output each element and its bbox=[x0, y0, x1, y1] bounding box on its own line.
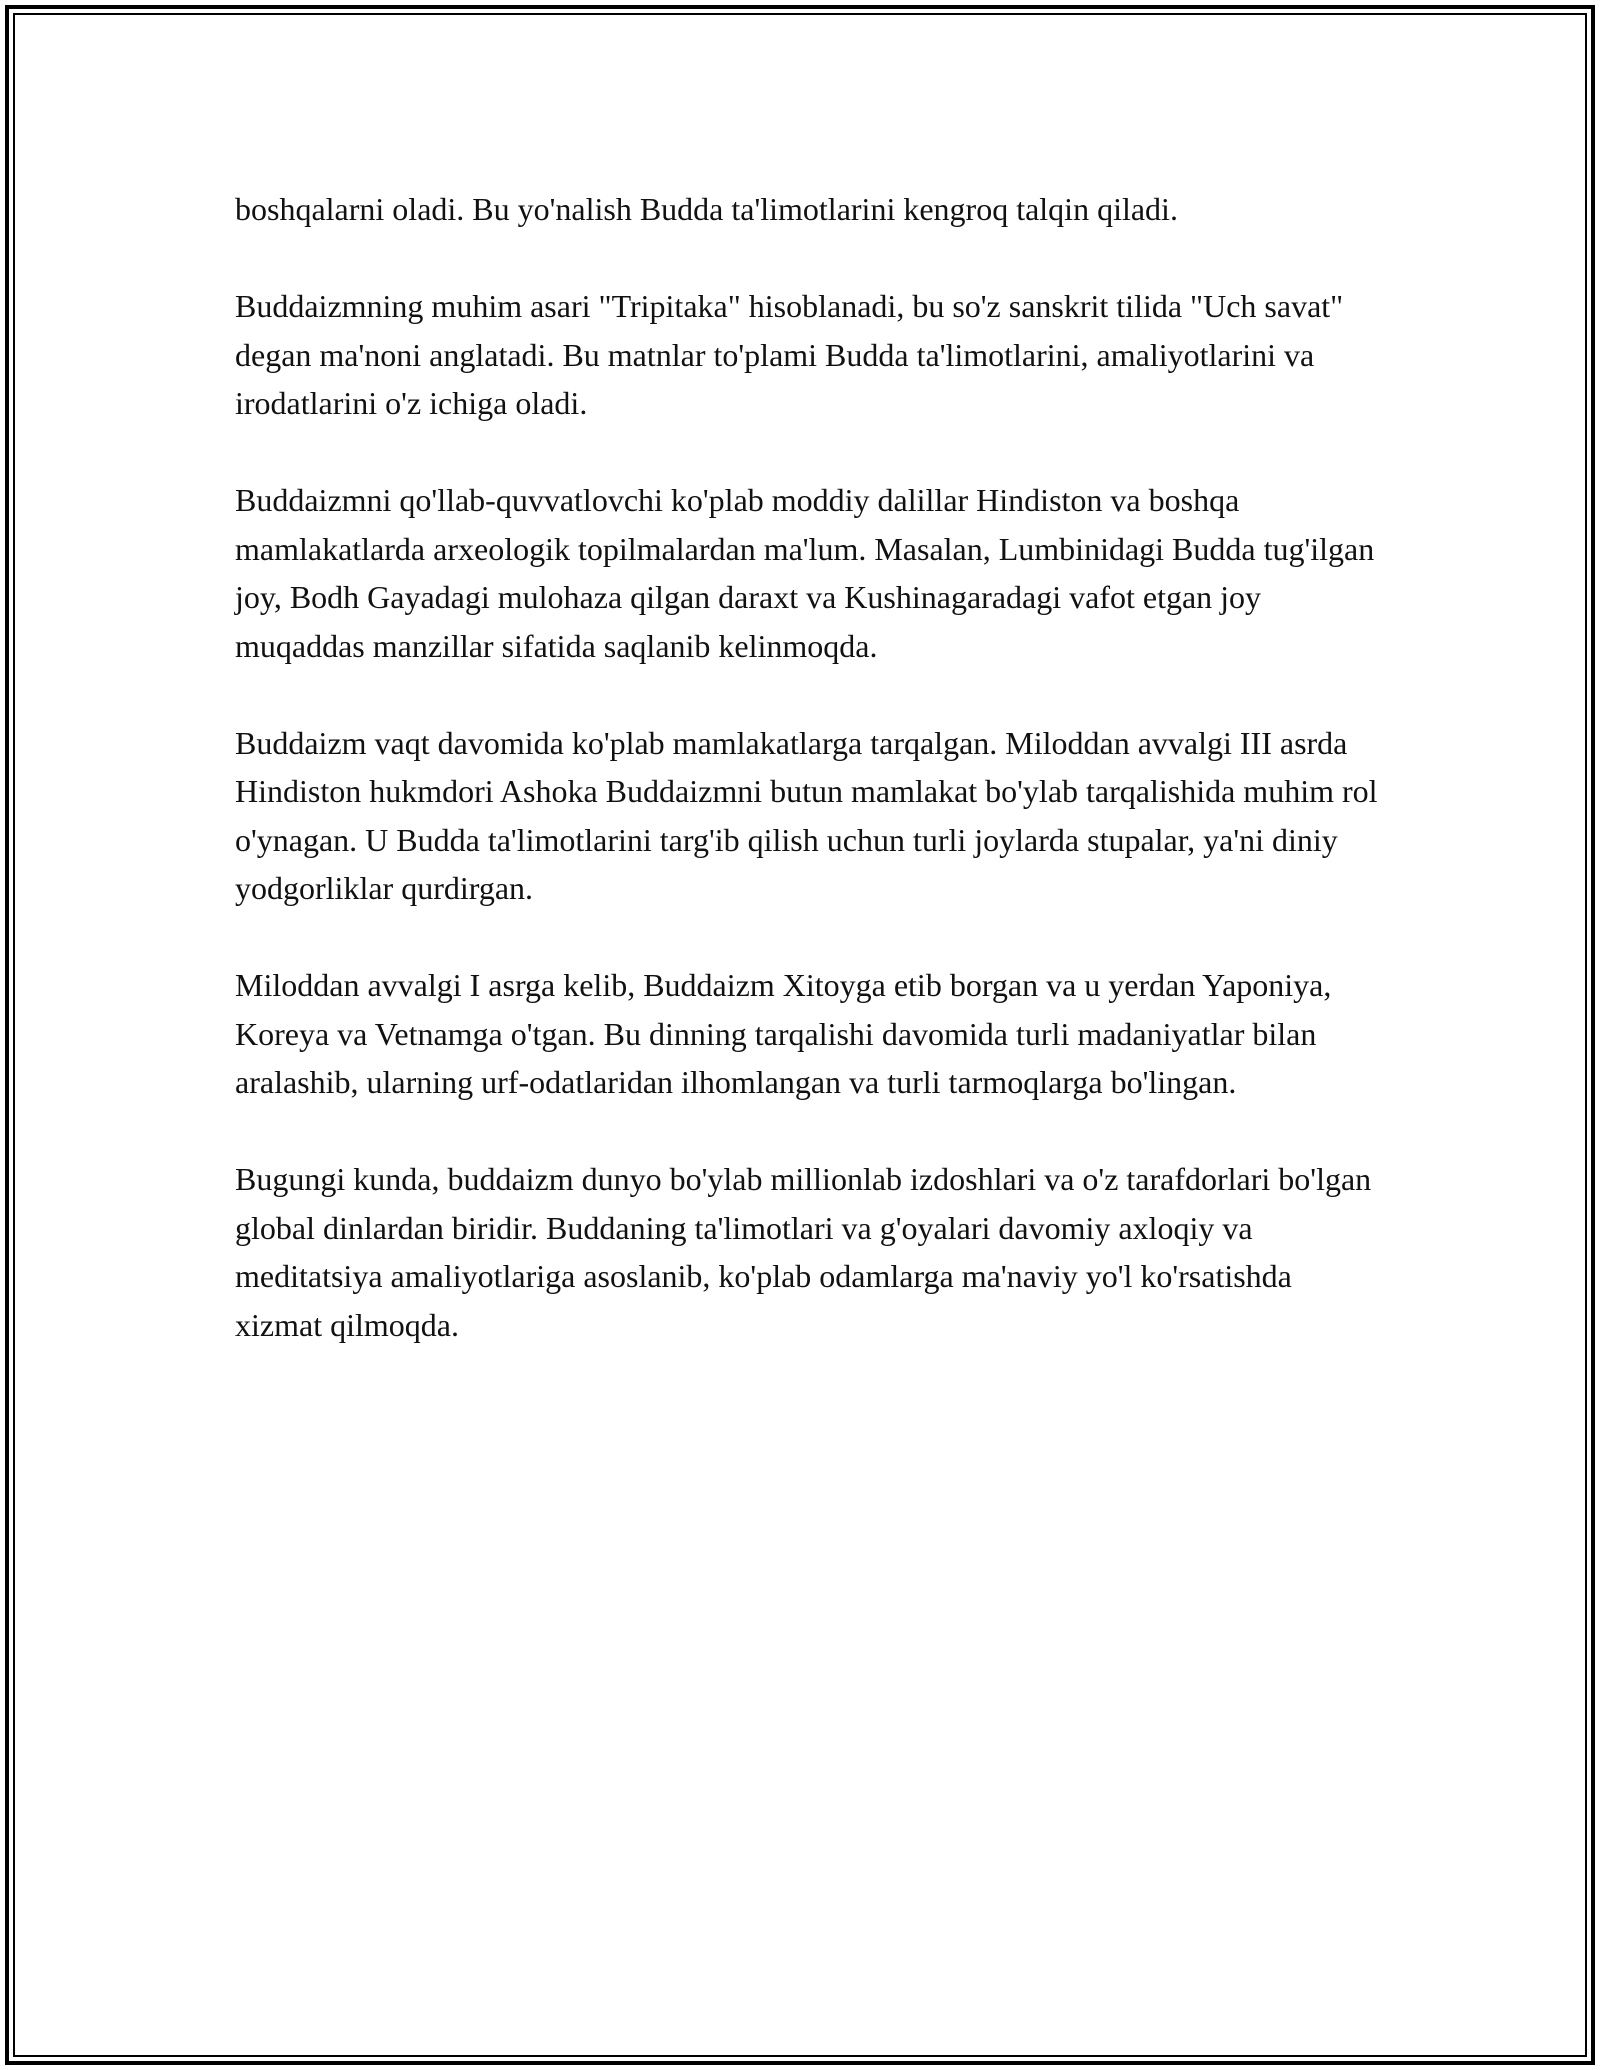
document-body bbox=[235, 185, 1385, 1349]
paragraph-archaeological-evidence: Buddaizmni qo'llab-quvvatlovchi ko'plab moddiy dalillar Hindiston va boshqa mamlakatlarda arxeologik topilmalardan ma'lum. Masalan, Lumbinidagi Budda tug'ilgan joy, Bodh Gayadagi mulohaza qilgan daraxt va Kushinagaradagi vafot etgan joy muqaddas manzillar sifatida saqlanib kelinmoqda. bbox=[235, 482, 1375, 664]
paragraph-tripitaka: Buddaizmning muhim asari "Tripitaka" hisoblanadi, bu so'z sanskrit tilida "Uch savat" degan ma'noni anglatadi. Bu matnlar to'plami Budda ta'limotlarini, amaliyotlarini va irodatlarini o'z ichiga oladi. bbox=[235, 288, 1344, 421]
paragraph-continuation: boshqalarni oladi. Bu yo'nalish Budda ta'limotlarini kengroq talqin qiladi. bbox=[235, 191, 1178, 227]
paragraph-spread-ashoka: Buddaizm vaqt davomida ko'plab mamlakatlarga tarqalgan. Miloddan avvalgi III asrda Hindiston hukmdori Ashoka Buddaizmni butun mamlakat bo'ylab tarqalishida muhim rol o'ynagan. U Budda ta'limotlarini targ'ib qilish uchun turli joylarda stupalar, ya'ni diniy yodgorliklar qurdirgan. bbox=[235, 724, 1378, 906]
paragraph-spread-east-asia: Miloddan avvalgi I asrga kelib, Buddaizm Xitoyga etib borgan va u yerdan Yaponiya, Koreya va Vetnamga o'tgan. Bu dinning tarqalishi davomida turli madaniyatlar bilan aralashib, ularning urf-odatlaridan ilhomlangan va turli tarmoqlarga bo'lingan. bbox=[235, 967, 1332, 1100]
paragraph-today: Bugungi kunda, buddaizm dunyo bo'ylab millionlab izdoshlari va o'z tarafdorlari bo'lgan global dinlardan biridir. Buddaning ta'limotlari va g'oyalari davomiy axloqiy va meditatsiya amaliyotlariga asoslanib, ko'plab odamlarga ma'naviy yo'l ko'rsatishda xizmat qilmoqda. bbox=[235, 1161, 1372, 1343]
